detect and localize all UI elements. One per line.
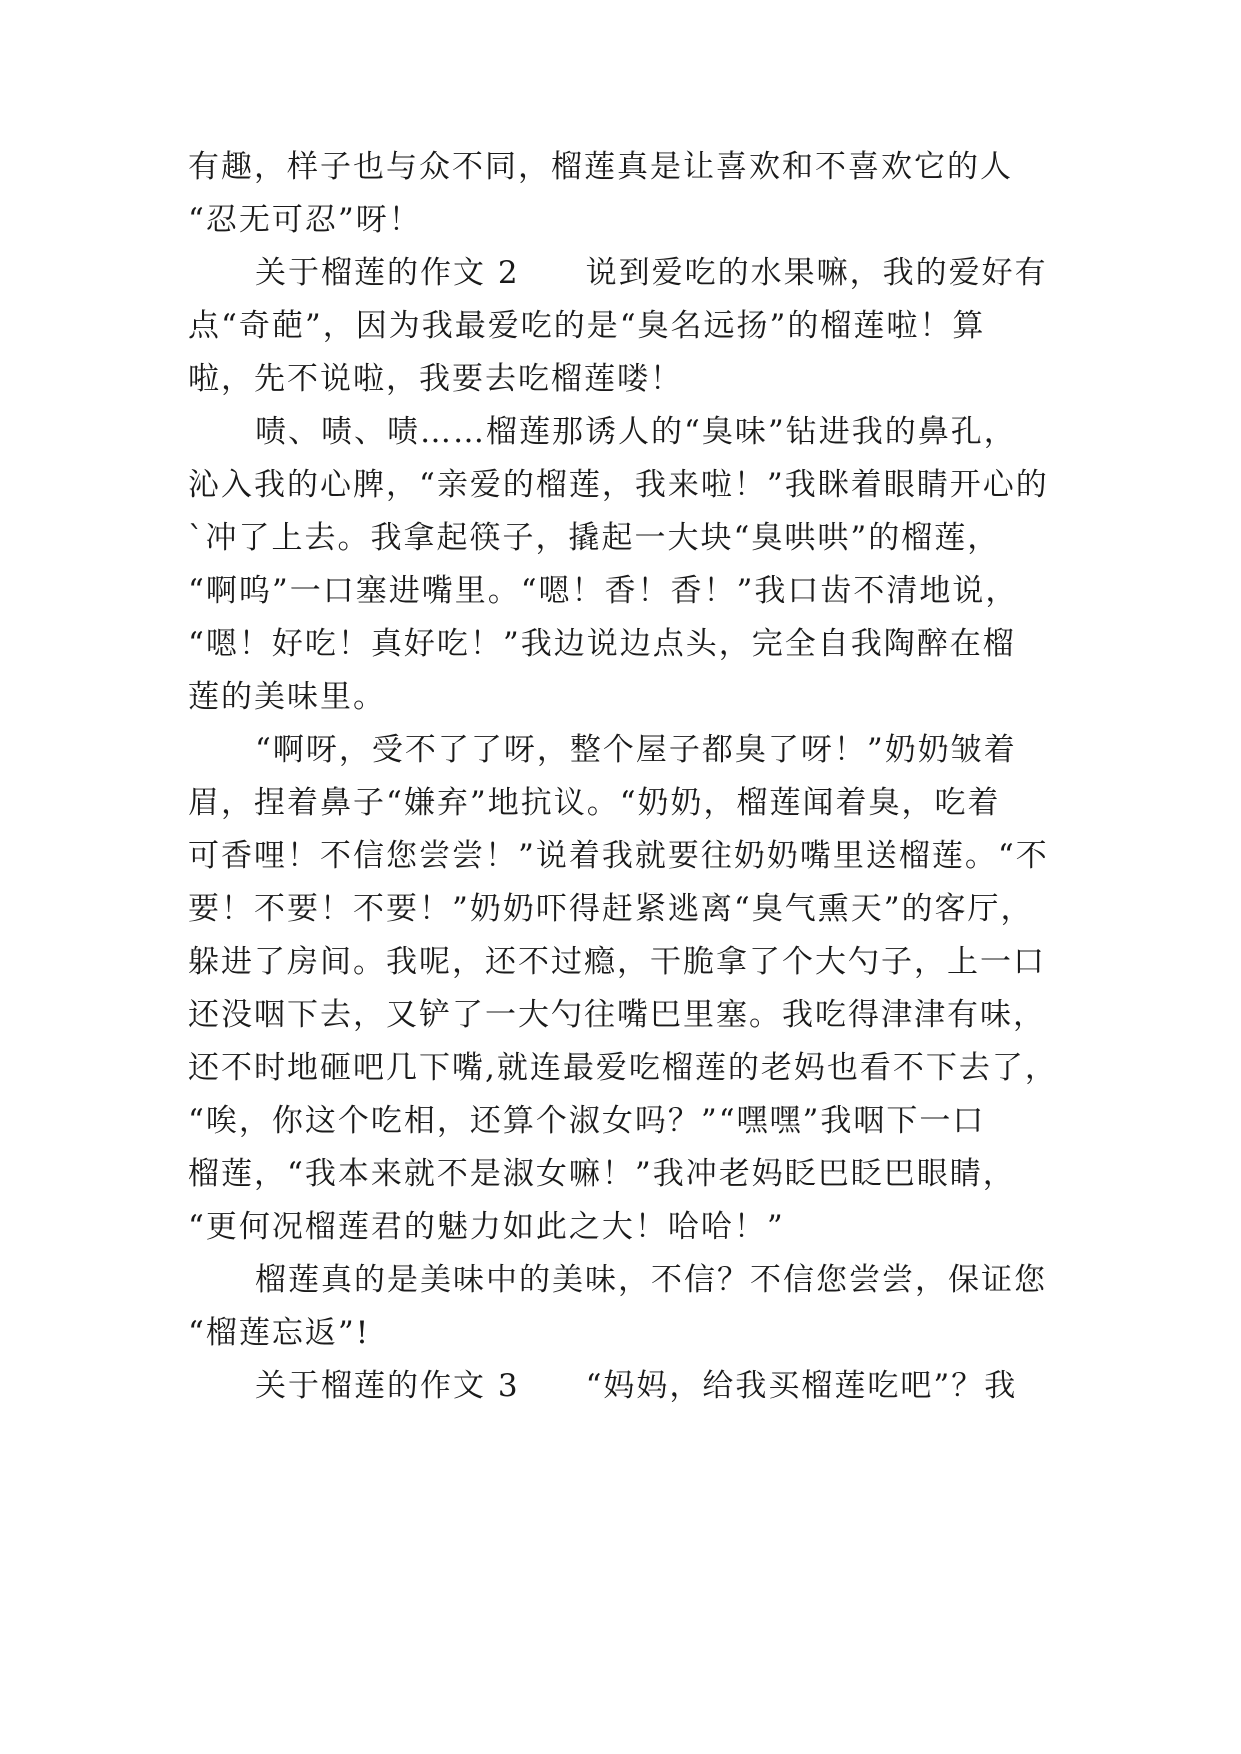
text-line: 啦，先不说啦，我要去吃榴莲喽！	[188, 361, 683, 397]
text-line: “嗯！好吃！真好吃！”我边说边点头，完全自我陶醉在榴	[188, 626, 1016, 662]
paragraph-start-line: 啧、啧、啧……榴莲那诱人的“臭味”钻进我的鼻孔，	[255, 414, 1017, 450]
text-line: “唉，你这个吃相，还算个淑女吗？”“嘿嘿”我咽下一口	[188, 1103, 986, 1139]
text-line: 躲进了房间。我呢，还不过瘾，干脆拿了个大勺子，上一口	[188, 944, 1046, 980]
paragraph-start-line: “啊呀，受不了了呀，整个屋子都臭了呀！”奶奶皱着	[255, 732, 1017, 768]
text-line: 沁入我的心脾，“亲爱的榴莲，我来啦！”我眯着眼睛开心的	[188, 467, 1049, 503]
text-line: 还不时地砸吧几下嘴,就连最爱吃榴莲的老妈也看不下去了，	[188, 1050, 1058, 1086]
text-line: “忍无可忍”呀！	[188, 202, 422, 238]
text-line: 有趣，样子也与众不同，榴莲真是让喜欢和不喜欢它的人	[188, 149, 1013, 185]
text-line: “更何况榴莲君的魅力如此之大！哈哈！”	[188, 1209, 785, 1245]
text-line: “啊呜”一口塞进嘴里。“嗯！香！香！”我口齿不清地说，	[188, 573, 1019, 609]
text-line: 要！不要！不要！”奶奶吓得赶紧逃离“臭气熏天”的客厅，	[188, 891, 1034, 927]
text-line: 眉，捏着鼻子“嫌弃”地抗议。“奶奶，榴莲闻着臭，吃着	[188, 785, 1001, 821]
section-heading-line: 关于榴莲的作文 2 说到爱吃的水果嘛，我的爱好有	[255, 255, 1048, 291]
text-line: 还没咽下去，又铲了一大勺往嘴巴里塞。我吃得津津有味，	[188, 997, 1046, 1033]
text-line: 莲的美味里。	[188, 679, 386, 715]
text-line: 榴莲，“我本来就不是淑女嘛！”我冲老妈眨巴眨巴眼睛，	[188, 1156, 1016, 1192]
section-heading-line: 关于榴莲的作文 3 “妈妈，给我买榴莲吃吧”？我	[255, 1368, 1018, 1404]
text-line: 点“奇葩”，因为我最爱吃的是“臭名远扬”的榴莲啦！算	[188, 308, 986, 344]
paragraph-start-line: 榴莲真的是美味中的美味，不信？不信您尝尝，保证您	[255, 1262, 1047, 1298]
text-line: “榴莲忘返”!	[188, 1315, 371, 1351]
text-line: `冲了上去。我拿起筷子，撬起一大块“臭哄哄”的榴莲，	[188, 520, 1001, 556]
text-line: 可香哩！不信您尝尝！”说着我就要往奶奶嘴里送榴莲。“不	[188, 838, 1049, 874]
